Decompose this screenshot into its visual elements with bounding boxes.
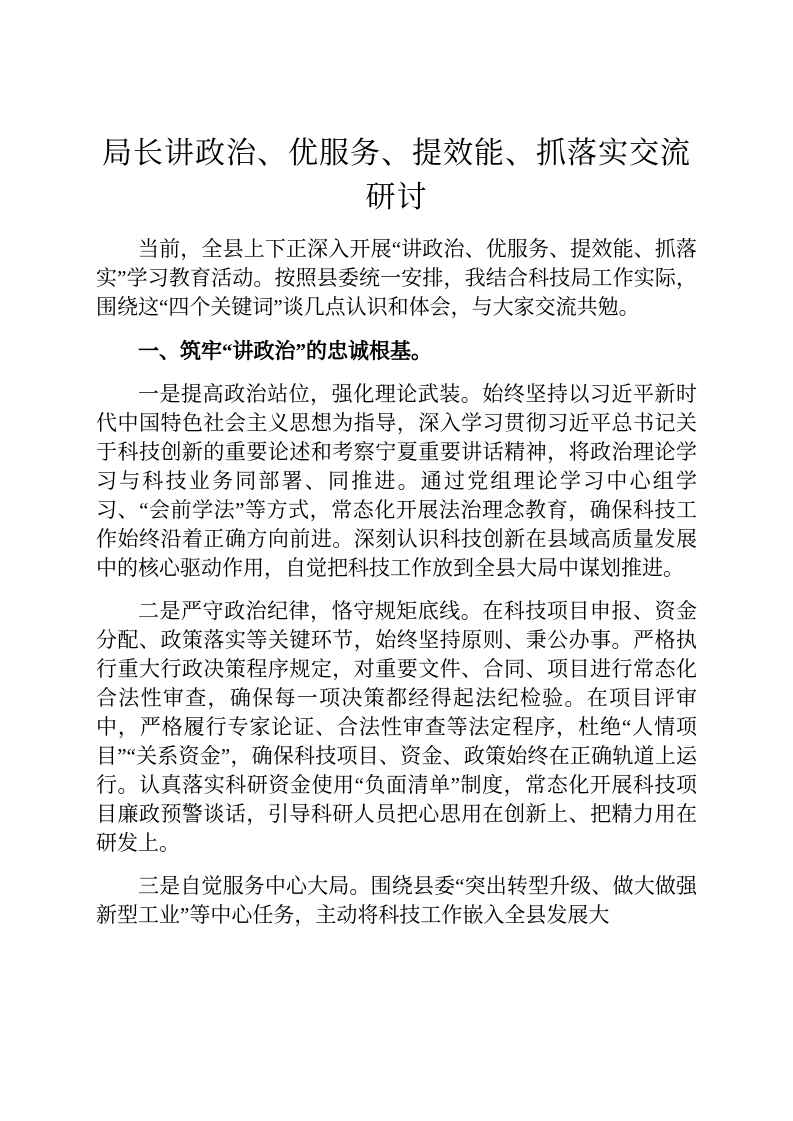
point-paragraph-2: 二是严守政治纪律，恪守规矩底线。在科技项目申报、资金分配、政策落实等关键环节，始终坚持原则、秉公办事。严格执行重大行政决策程序规定，对重要文件、合同、项目进行常态化合法性审查，确保每一项决策都经得起法纪检验。在项目评审中，严格履行专家论证、合法性审查等法定程序，杜绝“人情项目”“关系资金”，确保科技项目、资金、政策始终在正确轨道上运行。认真落实科研资金使用“负面清单”制度，常态化开展科技项目廉政预警谈话，引导科研人员把心思用在创新上、把精力用在研发上。 <box>96 599 697 855</box>
intro-paragraph: 当前，全县上下正深入开展“讲政治、优服务、提效能、抓落实”学习教育活动。按照县委统一安排，我结合科技局工作实际，围绕这“四个关键词”谈几点认识和体会，与大家交流共勉。 <box>96 237 697 319</box>
point-paragraph-1: 一是提高政治站位，强化理论武装。始终坚持以习近平新时代中国特色社会主义思想为指导，深入学习贯彻习近平总书记关于科技创新的重要论述和考察宁夏重要讲话精神，将政治理论学习与科技业务同部署、同推进。通过党组理论学习中心组学习、“会前学法”等方式，常态化开展法治理念教育，确保科技工作始终沿着正确方向前进。深刻认识科技创新在县域高质量发展中的核心驱动作用，自觉把科技工作放到全县大局中谋划推进。 <box>96 382 697 580</box>
point-paragraph-3: 三是自觉服务中心大局。围绕县委“突出转型升级、做大做强新型工业”等中心任务，主动将科技工作嵌入全县发展大 <box>96 874 697 927</box>
document-title: 局长讲政治、优服务、提效能、抓落实交流研讨 <box>102 137 691 214</box>
section-heading-1: 一、筑牢“讲政治”的忠诚根基。 <box>138 339 432 363</box>
